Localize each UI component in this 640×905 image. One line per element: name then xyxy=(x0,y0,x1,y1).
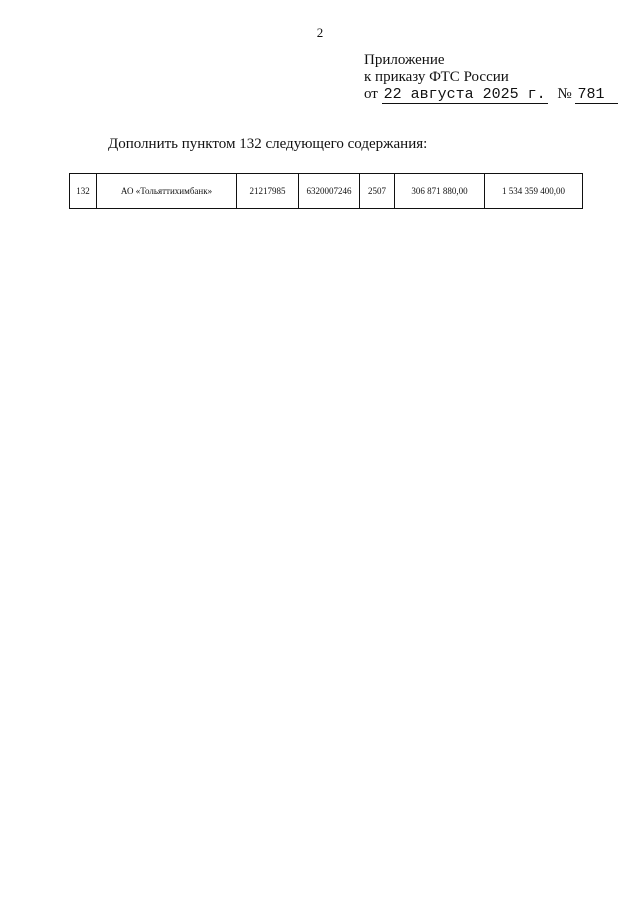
annex-order-reference: к приказу ФТС России xyxy=(364,69,509,85)
cell-bank-name: АО «Тольяттихимбанк» xyxy=(97,174,237,209)
number-sign: № xyxy=(557,86,572,102)
bank-entry-table xyxy=(69,173,583,209)
cell-item-number: 132 xyxy=(70,174,97,209)
cell-amount-2: 1 534 359 400,00 xyxy=(485,174,583,209)
table-row xyxy=(70,174,583,209)
cell-okpo: 21217985 xyxy=(237,174,299,209)
order-number: 781 xyxy=(575,87,618,104)
date-prefix: от xyxy=(364,86,378,102)
annex-header xyxy=(364,52,618,104)
annex-date-line xyxy=(364,86,618,104)
cell-amount-1: 306 871 880,00 xyxy=(395,174,485,209)
cell-code: 2507 xyxy=(360,174,395,209)
page-number: 2 xyxy=(316,25,324,40)
annex-title: Приложение xyxy=(364,52,445,68)
order-date: 22 августа 2025 г. xyxy=(383,86,546,103)
cell-inn: 6320007246 xyxy=(299,174,360,209)
intro-text: Дополнить пунктом 132 следующего содержания: xyxy=(108,136,428,152)
